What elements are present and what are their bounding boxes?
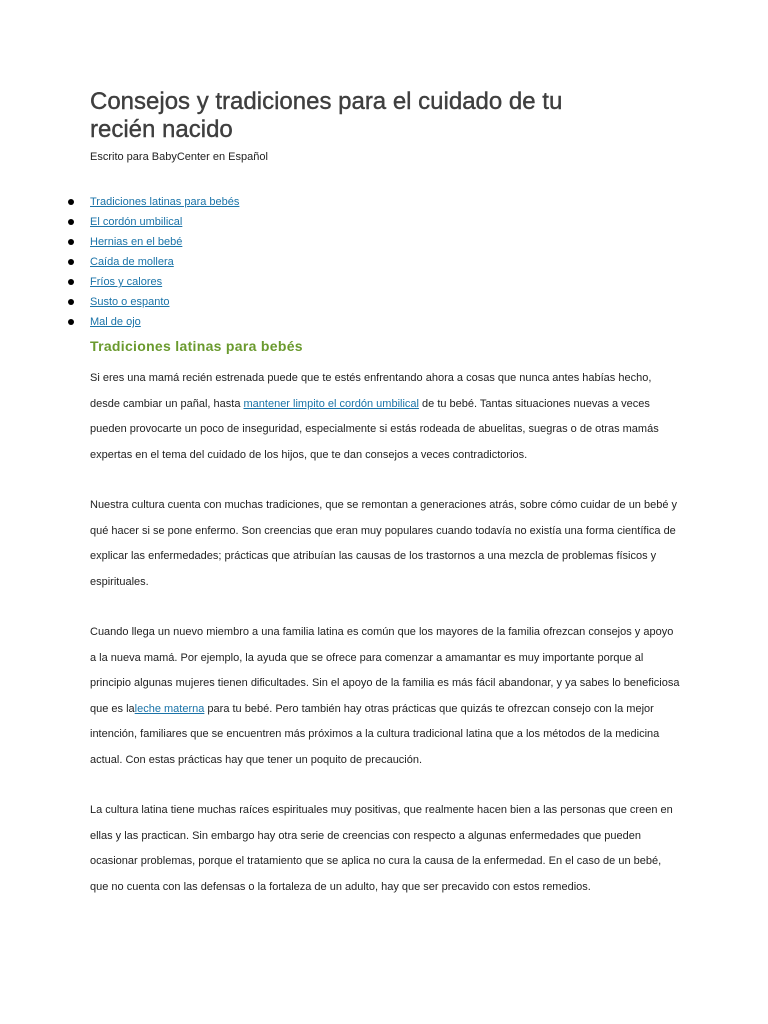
bullet-icon: [68, 319, 74, 325]
toc-item: [90, 232, 690, 252]
bullet-icon: [68, 199, 74, 205]
paragraph-text: de tu bebé. Tantas situaciones nuevas a veces pueden provocarte un poco de inseguridad, especialmente si estás rodeada de abuelitas, suegras o de otras mamás expertas en el tema del cuidado de los hijos, que te dan consejos a veces contradictorios.: [90, 397, 659, 461]
bullet-icon: [68, 279, 74, 285]
link-cordon-umbilical[interactable]: mantener limpito el cordón umbilical: [243, 397, 419, 410]
link-leche-materna[interactable]: leche materna: [134, 702, 205, 715]
section-heading: Tradiciones latinas para bebés: [90, 338, 303, 354]
page-title-line-2: recién nacido: [90, 116, 233, 143]
paragraph-3: [90, 620, 682, 773]
paragraph-text: Cuando llega un nuevo miembro a una familia latina es común que los mayores de la familia ofrezcan consejos y apoyo a la nueva mamá. Por ejemplo, la ayuda que se ofrece para comenzar a amamantar es muy importante porque al principio algunas mujeres tienen dificultades. Sin el apoyo de la familia es más fácil abandonar, y ya sabes lo beneficiosa que es la: [90, 626, 680, 715]
toc-item: [90, 312, 690, 332]
toc-item: [90, 292, 690, 312]
paragraph-text: para tu bebé. Pero también hay otras prácticas que quizás te ofrezcan consejo con la mejor intención, familiares que se encuentren más próximos a la cultura tradicional latina que a los métodos de la medicina actual. Con estas prácticas hay que tener un poquito de precaución.: [90, 702, 660, 766]
byline: Escrito para BabyCenter en Español: [90, 151, 268, 163]
page-title-line-1: Consejos y tradiciones para el cuidado de tu: [90, 88, 563, 115]
toc-link-mollera[interactable]: Caída de mollera: [90, 256, 174, 268]
paragraph-1: [90, 366, 682, 468]
paragraph-4: La cultura latina tiene muchas raíces espirituales muy positivas, que realmente hacen bien a las personas que creen en ellas y las practican. Sin embargo hay otra serie de creencias con respecto a algunas enfermedades que pueden ocasionar problemas, porque el tratamiento que se aplica no cura la causa de la enfermedad. En el caso de un bebé, que no cuenta con las defensas o la fortaleza de un adulto, hay que ser precavido con estos remedios.: [90, 804, 673, 893]
article: [90, 88, 690, 900]
toc-item: [90, 192, 690, 212]
paragraph-text: Si eres una mamá recién estrenada puede que te estés enfrentando ahora a cosas que nunca antes habías hecho, desde cambiar un pañal, hasta: [90, 372, 652, 410]
bullet-icon: [68, 219, 74, 225]
paragraph-2: Nuestra cultura cuenta con muchas tradiciones, que se remontan a generaciones atrás, sobre cómo cuidar de un bebé y qué hacer si se pone enfermo. Son creencias que eran muy populares cuando todavía no existía una forma científica de explicar las enfermedades; prácticas que atribuían las causas de los trastornos a una mezcla de problemas físicos y espirituales.: [90, 499, 678, 588]
toc-link-hernias[interactable]: Hernias en el bebé: [90, 236, 183, 248]
page-title: [90, 88, 690, 144]
toc-item: [90, 272, 690, 292]
toc-link-mal-de-ojo[interactable]: Mal de ojo: [90, 316, 141, 328]
bullet-icon: [68, 259, 74, 265]
toc-item: [90, 212, 690, 232]
table-of-contents: [90, 192, 690, 332]
bullet-icon: [68, 299, 74, 305]
toc-item: [90, 252, 690, 272]
toc-link-tradiciones[interactable]: Tradiciones latinas para bebés: [90, 196, 240, 208]
bullet-icon: [68, 239, 74, 245]
toc-link-cordon[interactable]: El cordón umbilical: [90, 216, 183, 228]
toc-link-frios[interactable]: Fríos y calores: [90, 276, 163, 288]
toc-link-susto[interactable]: Susto o espanto: [90, 296, 170, 308]
